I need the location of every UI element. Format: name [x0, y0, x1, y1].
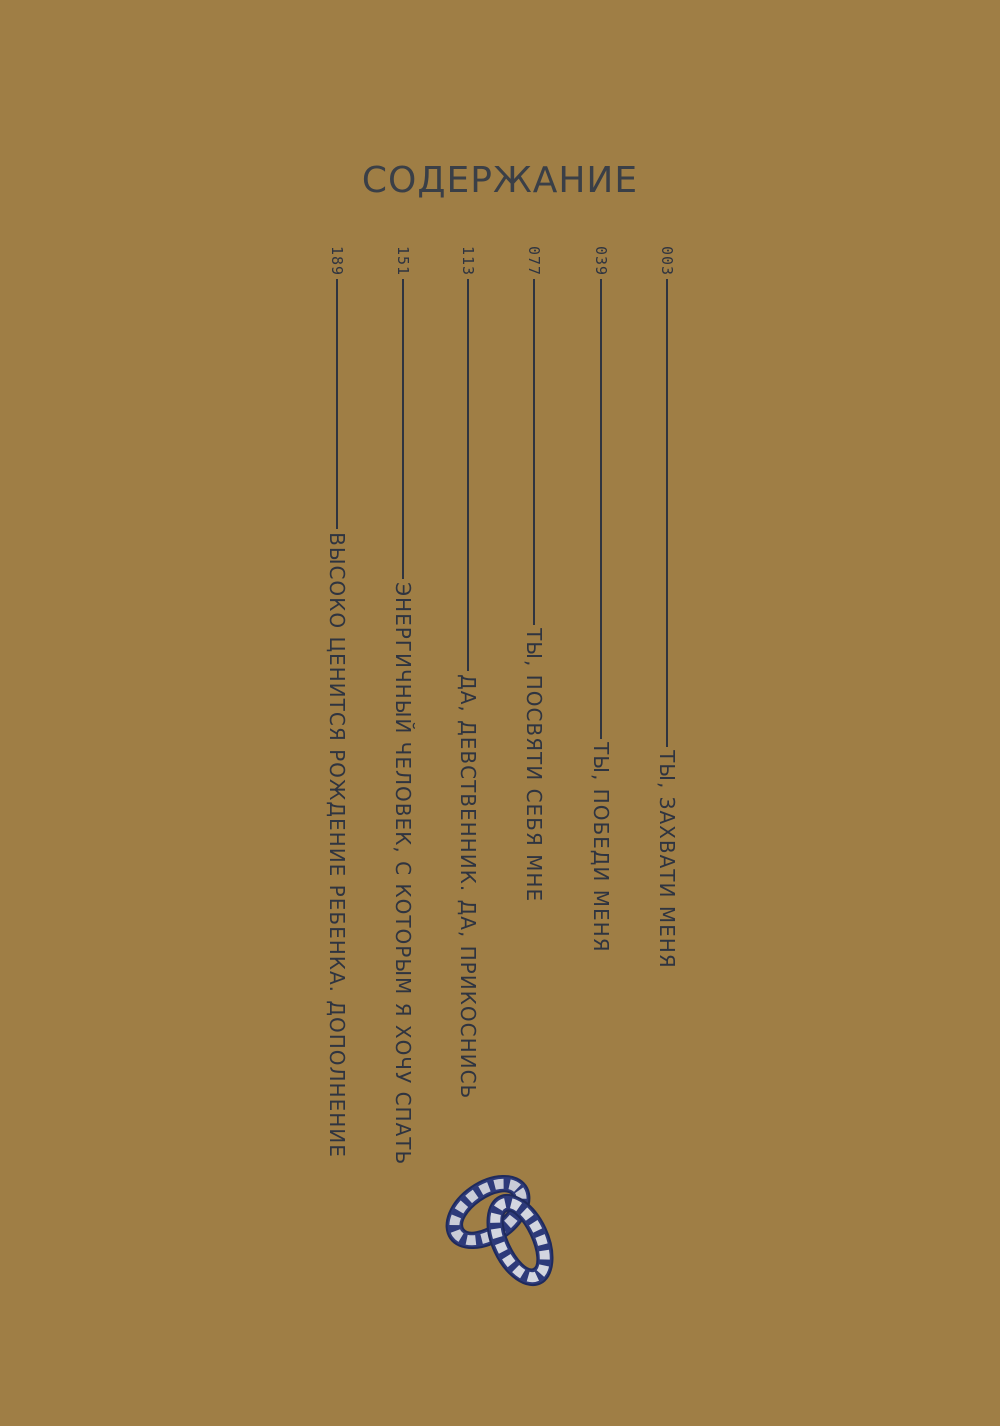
toc-leader-line — [467, 279, 469, 671]
toc-page-number: 151 — [394, 246, 412, 277]
toc-leader-line — [533, 279, 535, 625]
toc-chapter-title: ТЫ, ПОСВЯТИ СЕБЯ МНЕ — [522, 628, 546, 903]
toc-chapter-title: ТЫ, ПОБЕДИ МЕНЯ — [589, 742, 613, 953]
toc-chapter-title: ЭНЕРГИЧНЫЙ ЧЕЛОВЕК, С КОТОРЫМ Я ХОЧУ СПАТЬ — [391, 582, 415, 1166]
toc-page-number: 003 — [658, 246, 676, 277]
toc-leader-line — [336, 279, 338, 529]
wedding-rings-icon — [440, 1160, 570, 1290]
toc-page-number: 189 — [328, 246, 346, 277]
toc-page-number: 077 — [525, 246, 543, 277]
toc-leader-line — [402, 279, 404, 579]
toc-chapter-title: ВЫСОКО ЦЕНИТСЯ РОЖДЕНИЕ РЕБЕНКА. ДОПОЛНЕНИЕ — [325, 532, 349, 1158]
toc-chapter-title: ТЫ, ЗАХВАТИ МЕНЯ — [655, 750, 679, 969]
toc-leader-line — [666, 279, 668, 747]
toc-chapter-title: ДА, ДЕВСТВЕННИК. ДА, ПРИКОСНИСЬ — [456, 674, 480, 1100]
page-title: СОДЕРЖАНИЕ — [361, 160, 639, 201]
toc-page-number: 113 — [459, 246, 477, 277]
toc-page-number: 039 — [592, 246, 610, 277]
toc-leader-line — [600, 279, 602, 739]
